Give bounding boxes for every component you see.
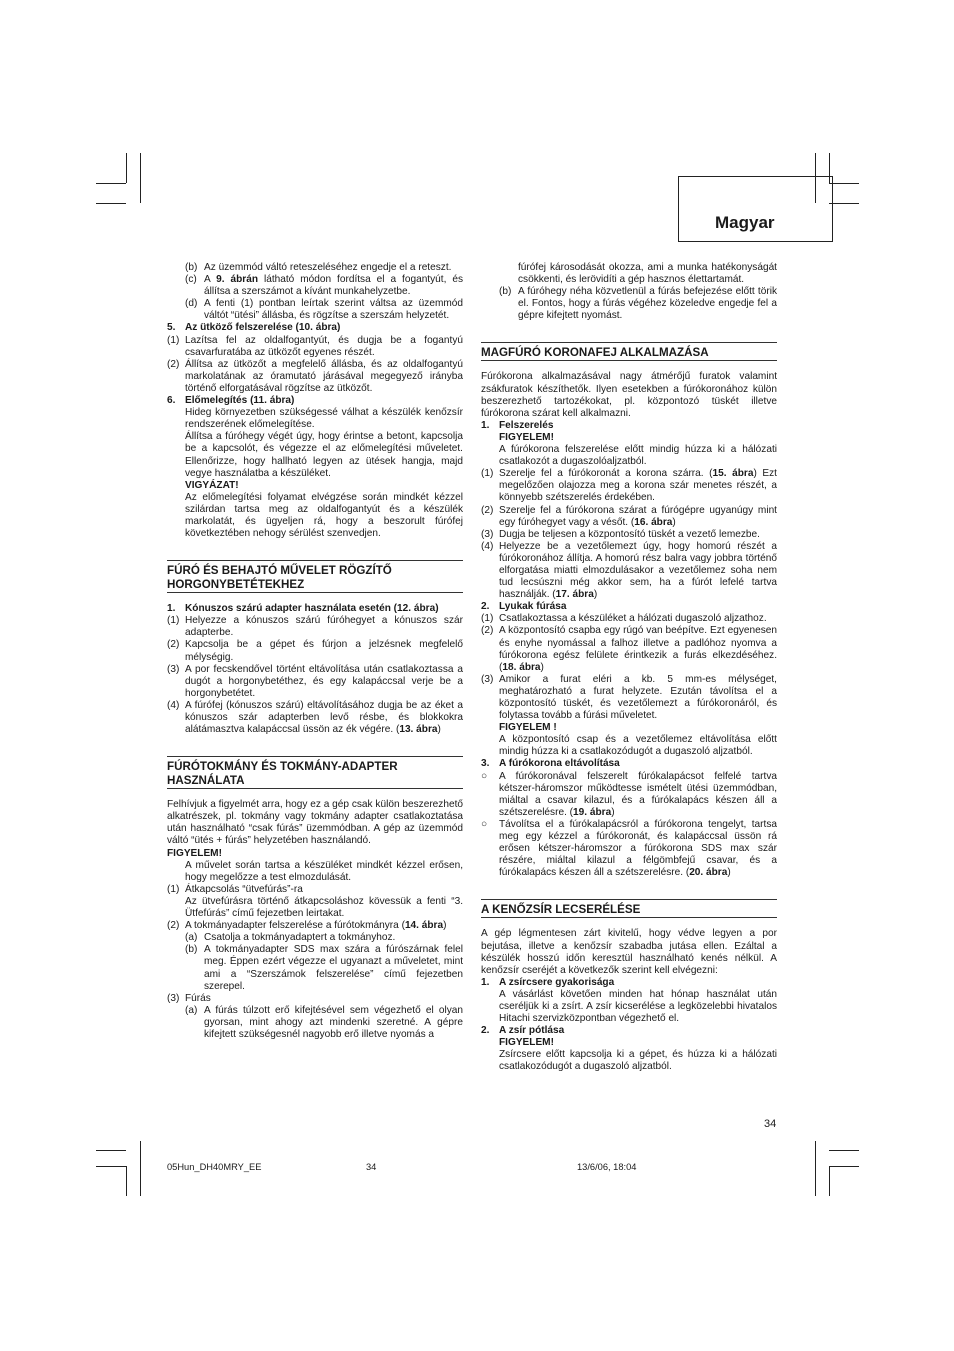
section-heading: 5. Az ütköző felszerelése (10. ábra) bbox=[167, 322, 341, 334]
paragraph: A gép légmentesen zárt kivitelű, hogy védve legyen a por bejutása, illetve a kenőzsír szabadba jutása ellen. Ezáltal a készülék hosszú időn keresztül használható kenés nélkül. A kenőzsír cseréjét a következők szerint kell elvégezni: bbox=[481, 928, 777, 976]
list-item: (4) Helyezze be a vezetőlemezt úgy, hogy homorú részét a fúrókoronához állítja. A homorú rész balra vagy jobbra történő elforgatása miatti elmozdulásakor a vezetőlemez soha nem tud lecsúszni még akkor sem, ha a fúrót lefelé tartva használják. (17. ábra) bbox=[481, 540, 777, 601]
list-item: (4) A fúrófej (kónuszos szárú) eltávolításához dugja be az éket a kónuszos szár adapterben levő résbe, és blokkokra alátámasztva kalapáccsal üssön az ék végére. (13. ábra) bbox=[167, 699, 463, 736]
attention-label: FIGYELEM ! bbox=[499, 722, 557, 734]
footer-date: 13/6/06, 18:04 bbox=[577, 1162, 637, 1172]
attention-label: FIGYELEM! bbox=[167, 847, 222, 859]
list-item: (2) A központosító csapba egy rúgó van beépítve. Ezt egyenesen és enyhe nyomással a falhoz illetve a padlóhoz nyomva a fúrókorona egész felülete érintkezik a furás elkezdéséhez. (18. ábra) bbox=[481, 625, 777, 673]
crop-mark bbox=[96, 203, 126, 204]
crop-mark bbox=[96, 1150, 126, 1151]
list-item: (3) Dugja be teljesen a központosító tüskét a vezető lemezbe. bbox=[481, 528, 760, 540]
crop-mark bbox=[829, 1150, 859, 1151]
list-item: (3) Fúrás bbox=[167, 992, 211, 1004]
left-column bbox=[167, 262, 463, 1041]
paragraph: Felhívjuk a figyelmét arra, hogy ez a gép csak külön beszerezhető alkatrészek, pl. tokmány vagy tokmány adapter csatlakoztatása után használható “csak fúrás” üzemmódban. A gép az üzemmód váltó “ütés + fúrás” helyzetében használandó. bbox=[167, 799, 463, 847]
paragraph: Az előmelegítési folyamat elvégzése során mindkét kézzel szilárdan tartsa meg az oldalfogantyút és a készülék markolatát, és ügyeljen rá, hogy a beszorult fúrófej következtében nehogy sérülést szenvedjen. bbox=[185, 491, 463, 540]
list-item: (2) Szerelje fel a fúrókorona szárat a fúrógépre ugyanúgy mint egy fúróhegyet vagy a vésőt. (16. ábra) bbox=[481, 504, 777, 528]
section-heading: 3. A fúrókorona eltávolítása bbox=[481, 758, 620, 770]
page-number: 34 bbox=[764, 1118, 777, 1130]
paragraph: A fúrókorona felszerelése előtt mindig húzza ki a hálózati csatlakozót a dugaszolóaljzatból. bbox=[499, 444, 777, 468]
list-item: (1) Helyezze a kónuszos szárú fúróhegyet a kónuszos szár adapterbe. bbox=[167, 615, 463, 639]
list-item: (1) Csatlakoztassa a készüléket a hálózati dugaszoló aljzathoz. bbox=[481, 613, 767, 625]
paragraph: fúrófej károsodását okozza, ami a munka hatékonyságát csökkenti, és lerövidíti a gép hasznos élettartamát. bbox=[518, 262, 777, 286]
list-item: (a) A fúrás túlzott erő kifejtésével sem végezhető el olyan gyorsan, mint ahogy azt mindenki szeretné. A gépre kifejtett szükségesnél nagyobb erő illetve nyomás a bbox=[185, 1004, 463, 1040]
paragraph: A művelet során tartsa a készüléket mindkét kézzel erősen, hogy megelőzze a test elmozdulását. bbox=[185, 859, 463, 883]
bullet-circle-icon: ○ bbox=[481, 770, 488, 782]
footer-filename: 05Hun_DH40MRY_EE bbox=[167, 1162, 262, 1172]
list-item: (c) A 9. ábrán látható módon fordítsa el a fogantyút, és állítsa a szerszámot a kívánt munkahelyzetbe. bbox=[185, 274, 463, 298]
section-heading: 2. A zsír pótlása bbox=[481, 1025, 565, 1037]
list-item: (d) A fenti (1) pontban leírtak szerint váltsa az üzemmód váltót “ütési” állásba, és rögzítse a szerszám helyzetét. bbox=[185, 298, 463, 322]
footer-page: 34 bbox=[366, 1162, 377, 1172]
crop-mark bbox=[829, 203, 859, 204]
crop-mark bbox=[126, 153, 127, 183]
paragraph: Hideg környezetben szükségessé válhat a készülék kenőzsír rendszerének előmelegítése. bbox=[185, 407, 463, 431]
language-tab bbox=[678, 176, 833, 242]
section-title: A KENŐZSÍR LECSERÉLÉSE bbox=[481, 899, 777, 918]
list-item: (a) Csatolja a tokmányadaptert a tokmányhoz. bbox=[185, 932, 396, 944]
paragraph: Zsírcsere előtt kapcsolja ki a gépet, és húzza ki a hálózati csatlakozódugót a dugaszoló aljzatból. bbox=[499, 1049, 777, 1073]
attention-label: FIGYELEM! bbox=[499, 1037, 554, 1049]
list-item: (1) Lazítsa fel az oldalfogantyút, és dugja be a fogantyú csavarfuratába az ütközőt egyenes részét. bbox=[167, 334, 463, 358]
section-title: FÚRÓ ÉS BEHAJTÓ MŰVELET RÖGZÍTŐ HORGONYBETÉTEKHEZ bbox=[167, 560, 463, 593]
crop-mark bbox=[140, 1141, 141, 1196]
paragraph: Fúrókorona alkalmazásával nagy átmérőjű furatok valamint zsákfuratok készíthetők. Ilyen esetekben a fúrókoronához külön beszerezhető tartozékokat, pl. központozó tüskét illetve fúrókorona szárat kell alkalmazni. bbox=[481, 371, 777, 419]
crop-mark bbox=[140, 153, 141, 203]
section-heading: 6. Előmelegítés (11. ábra) bbox=[167, 395, 295, 407]
section-title: MAGFÚRÓ KORONAFEJ ALKALMAZÁSA bbox=[481, 342, 777, 361]
paragraph: Az ütvefúrásra történő átkapcsoláshoz kövessük a fenti “3. Ütfefúrás” című fejezetben leirtakat. bbox=[185, 895, 463, 920]
list-item: ○ A fúrókoronával felszerelt fúrókalapácsot felfelé tartva kétszer-háromszor működtesse ismételt ütési üzemmódban, miáltal a csavar kilazul, és a fúrókalapács készen áll a szétszerelésre. (19. ábra) bbox=[481, 770, 777, 818]
section-heading: 1. Felszerelés bbox=[481, 419, 554, 431]
crop-mark bbox=[96, 1166, 126, 1167]
list-item: (1) Átkapcsolás “ütvefúrás”-ra bbox=[167, 883, 303, 895]
section-heading: 1. A zsírcsere gyakorisága bbox=[481, 976, 615, 988]
list-item: (2) A tokmányadapter felszerelése a fúrótokmányra (14. ábra) bbox=[167, 920, 447, 932]
section-title: FÚRÓTOKMÁNY ÉS TOKMÁNY-ADAPTER HASZNÁLATA bbox=[167, 756, 463, 789]
crop-mark bbox=[829, 1166, 859, 1167]
list-item: (b) A fúróhegy néha közvetlenül a fúrás befejezése előtt törik el. Fontos, hogy a fúrás végéhez közeledve engedje fel a gépre kifejtett nyomást. bbox=[499, 286, 777, 322]
warning-label: VIGYÁZAT! bbox=[185, 479, 239, 491]
paragraph: Állítsa a fúróhegy végét úgy, hogy érintse a betont, kapcsolja be a kapcsolót, és végezze el az előmelegítési műveletet. Ellenőrizze, hogy hallható legyen az ütések hangja, majd vegye használatba a készüléket. bbox=[185, 431, 463, 479]
attention-label: FIGYELEM! bbox=[499, 431, 554, 443]
crop-mark bbox=[815, 1141, 816, 1196]
paragraph: A központosító csap és a vezetőlemez eltávolítása előtt mindig húzza ki a csatlakozódugót a dugaszoló aljzatból. bbox=[499, 734, 777, 758]
language-label: Magyar bbox=[715, 213, 775, 232]
crop-mark bbox=[96, 183, 126, 184]
list-item: (b) Az üzemmód váltó reteszeléséhez engedje el a reteszt. bbox=[185, 262, 452, 273]
bullet-circle-icon: ○ bbox=[481, 818, 488, 830]
list-item: (2) Kapcsolja be a gépet és fúrjon a jelzésnek megfelelő mélységig. bbox=[167, 639, 463, 663]
crop-mark bbox=[829, 1166, 830, 1196]
crop-mark bbox=[126, 1166, 127, 1196]
right-column bbox=[481, 262, 777, 1074]
list-item: (3) Amikor a furat eléri a kb. 5 mm-es mélységet, meghatározható a furat helyzete. Ezután távolítsa el a központosító tüskét, és vezetőlemezt a fúrókoronáról, és folytassa tovább a fúrási műveletet. bbox=[481, 673, 777, 722]
list-item: (2) Állítsa az ütközőt a megfelelő állásba, és az oldalfogantyú markolatának az óramutató járásával megegyező irányba történő elforgatásával rögzítse az ütközőt. bbox=[167, 358, 463, 394]
crop-mark bbox=[829, 183, 859, 184]
paragraph: A vásárlást követően minden hat hónap használat után cseréljük ki a zsírt. A zsír kicserélése a legközelebbi hivatalos Hitachi szervizközpontban végezhető el. bbox=[499, 988, 777, 1025]
list-item: ○ Távolítsa el a fúrókalapácsról a fúrókorona tengelyt, tartsa meg egy kézzel a fúrókoronát, és kalapáccsal üssön rá erősen kétszer-háromszor a fúrókorona SDS max szár részére, miáltal kilazul a félgömbfejű csavar, és a fúrókalapács készen áll a szétszerelésre. (20. ábra) bbox=[481, 818, 777, 879]
list-item: (b) A tokmányadapter SDS max szára a fúrószárnak felel meg. Éppen ezért végezze el ugyanazt a műveletet, mint ami a “Szerszámok felszerelése” című fejezetben szerepel. bbox=[185, 944, 463, 992]
section-heading: 1. Kónuszos szárú adapter használata esetén (12. ábra) bbox=[167, 603, 439, 615]
list-item: (3) A por fecskendővel történt eltávolítása után csatlakoztassa a dugót a horgonybetéthez, és egy kalapáccsal verje be a horgonybetétet. bbox=[167, 663, 463, 699]
section-heading: 2. Lyukak fúrása bbox=[481, 601, 567, 613]
list-item: (1) Szerelje fel a fúrókoronát a korona szárra. (15. ábra) Ezt megelőzően olajozza meg a korona szár menetes részét, a könnyebb szétszerelés érdekében. bbox=[481, 468, 777, 504]
